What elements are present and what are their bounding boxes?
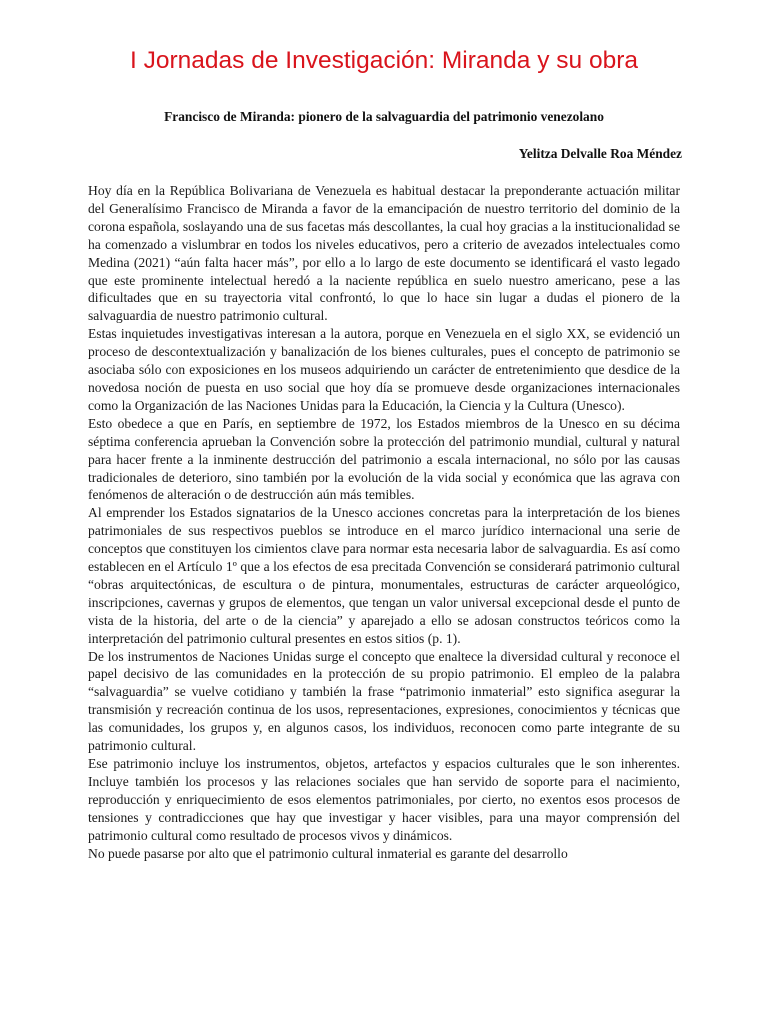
paragraph: De los instrumentos de Naciones Unidas surge el concepto que enaltece la diversidad cultural y reconoce el papel decisivo de las comunidades en la protección de su propio patrimonio. El empleo de la palabra “salvaguardia” se vuelve cotidiano y también la frase “patrimonio inmaterial” esto significa asegurar la transmisión y recreación continua de los usos, representaciones, expresiones, conocimientos y técnicas que las comunidades, los grupos y, en algunos casos, los individuos, reconocen como parte integrante de su patrimonio cultural.	[88, 648, 680, 754]
paragraph: Ese patrimonio incluye los instrumentos, objetos, artefactos y espacios culturales que le son inherentes. Incluye también los procesos y las relaciones sociales que han servido de soporte para el nacimiento, reproducción y enriquecimiento de esos elementos patrimoniales, por cierto, no exentos esos procesos de tensiones y contradicciones que hay que investigar y hacer visibles, para una mayor comprensión del patrimonio cultural como resultado de procesos vivos y dinámicos.	[88, 756, 680, 843]
paragraph: Hoy día en la República Bolivariana de Venezuela es habitual destacar la preponderante actuación militar del Generalísimo Francisco de Miranda a favor de la emancipación de nuestro territorio del dominio de la corona española, soslayando una de sus facetas más descollantes, la cual hoy gracias a la institucionalidad se ha comenzado a vislumbrar en todos los niveles educativos, pero a criterio de avezados intelectuales como Medina (2021) “aún falta hacer más”, por ello a lo largo de este documento se identificará el vasto legado que este prominente intelectual heredó a la naciente república en suelo nuestro americano, pese a las dificultades que en su trayectoria vital confrontó, lo que lo hace sin lugar a dudas el pionero de la salvaguardia de nuestro patrimonio cultural.	[88, 183, 680, 324]
paragraph-cut: No puede pasarse por alto que el patrimonio cultural inmaterial es garante del desarrollo	[88, 845, 568, 861]
paragraph: Esto obedece a que en París, en septiembre de 1972, los Estados miembros de la Unesco en su décima séptima conferencia aprueban la Convención sobre la protección del patrimonio mundial, cultural y natural para hacer frente a la inminente destrucción del patrimonio a escala internacional, no sólo por las causas tradicionales de deterioro, sino también por la evolución de la vida social y económica que las agrava con fenómenos de alteración o de destrucción aún más temibles.	[88, 415, 680, 503]
paragraph: Al emprender los Estados signatarios de la Unesco acciones concretas para la interpretación de los bienes patrimoniales de sus respectivos pueblos se introduce en el marco jurídico internacional una serie de conceptos que constituyen los cimientos clave para normar esta necesaria labor de salvaguardia. Es así como establecen en el Artículo 1º que a los efectos de esa precitada Convención se considerará patrimonio cultural “obras arquitectónicas, de escultura o de pintura, monumentales, estructuras de carácter arqueológico, inscripciones, cavernas y grupos de elementos, que tengan un valor universal excepcional desde el punto de vista de la historia, del arte o de la ciencia” y aparejado a ello se adosan constructos teóricos como la interpretación del patrimonio cultural presentes en estos sitios (p. 1).	[88, 505, 680, 646]
document-author: Yelitza Delvalle Roa Méndez	[518, 146, 682, 161]
paragraph: Estas inquietudes investigativas interesan a la autora, porque en Venezuela en el siglo XX, se evidenció un proceso de descontextualización y banalización de los bienes culturales, pues el concepto de patrimonio se asociaba sólo con exposiciones en los museos adquiriendo un carácter de entretenimiento que desdice de la novedosa noción de puesta en uso social que hoy día se promueve desde organizaciones internacionales como la Organización de las Naciones Unidas para la Educación, la Ciencia y la Cultura (Unesco).	[88, 326, 680, 413]
event-header-title: I Jornadas de Investigación: Miranda y su obra	[130, 47, 638, 74]
document-body	[88, 182, 680, 862]
document-title: Francisco de Miranda: pionero de la salvaguardia del patrimonio venezolano	[164, 109, 604, 124]
